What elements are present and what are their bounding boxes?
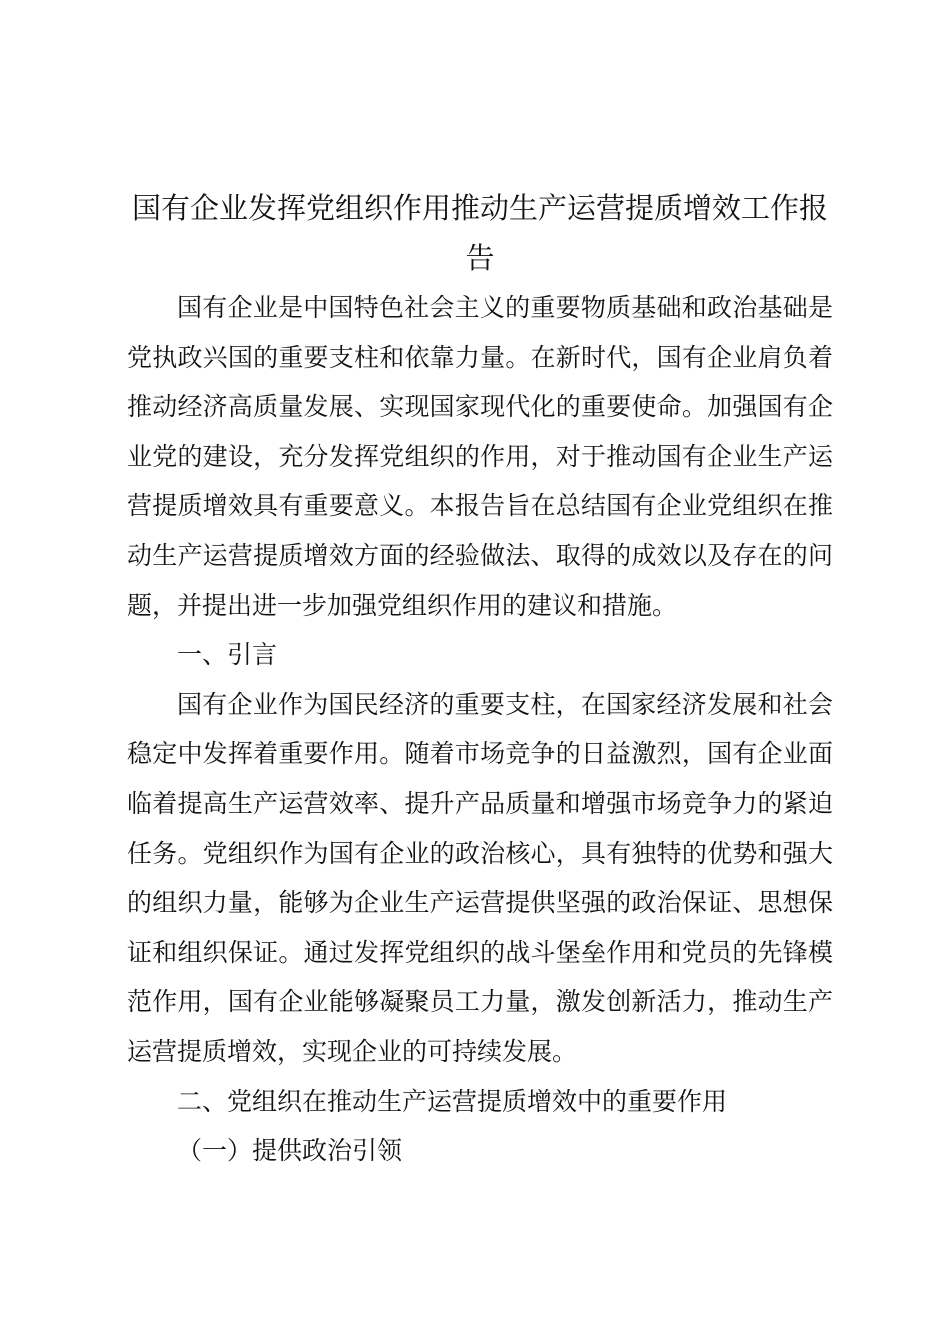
section-heading-introduction: 一、引言 — [177, 640, 278, 670]
paragraph-intro: 国有企业是中国特色社会主义的重要物质基础和政治基础是党执政兴国的重要支柱和依靠力量。在新时代，国有企业肩负着推动经济高质量发展、实现国家现代化的重要使命。加强国有企业党的建设，充分发挥党组织的作用，对于推动国有企业生产运营提质增效具有重要意义。本报告旨在总结国有企业党组织在推动生产运营提质增效方面的经验做法、取得的成效以及存在的问题，并提出进一步加强党组织作用的建议和措施。 — [127, 293, 833, 620]
document-body — [127, 283, 833, 1176]
document-title: 国有企业发挥党组织作用推动生产运营提质增效工作报告 — [131, 191, 828, 275]
paragraph-introduction: 国有企业作为国民经济的重要支柱，在国家经济发展和社会稳定中发挥着重要作用。随着市场竞争的日益激烈，国有企业面临着提高生产运营效率、提升产品质量和增强市场竞争力的紧迫任务。党组织作为国有企业的政治核心，具有独特的优势和强大的组织力量，能够为企业生产运营提供坚强的政治保证、思想保证和组织保证。通过发挥党组织的战斗堡垒作用和党员的先锋模范作用，国有企业能够凝聚员工力量，激发创新活力，推动生产运营提质增效，实现企业的可持续发展。 — [127, 689, 833, 1066]
subsection-heading-political-guidance: （一）提供政治引领 — [177, 1136, 403, 1166]
section-heading-party-role: 二、党组织在推动生产运营提质增效中的重要作用 — [177, 1086, 728, 1116]
